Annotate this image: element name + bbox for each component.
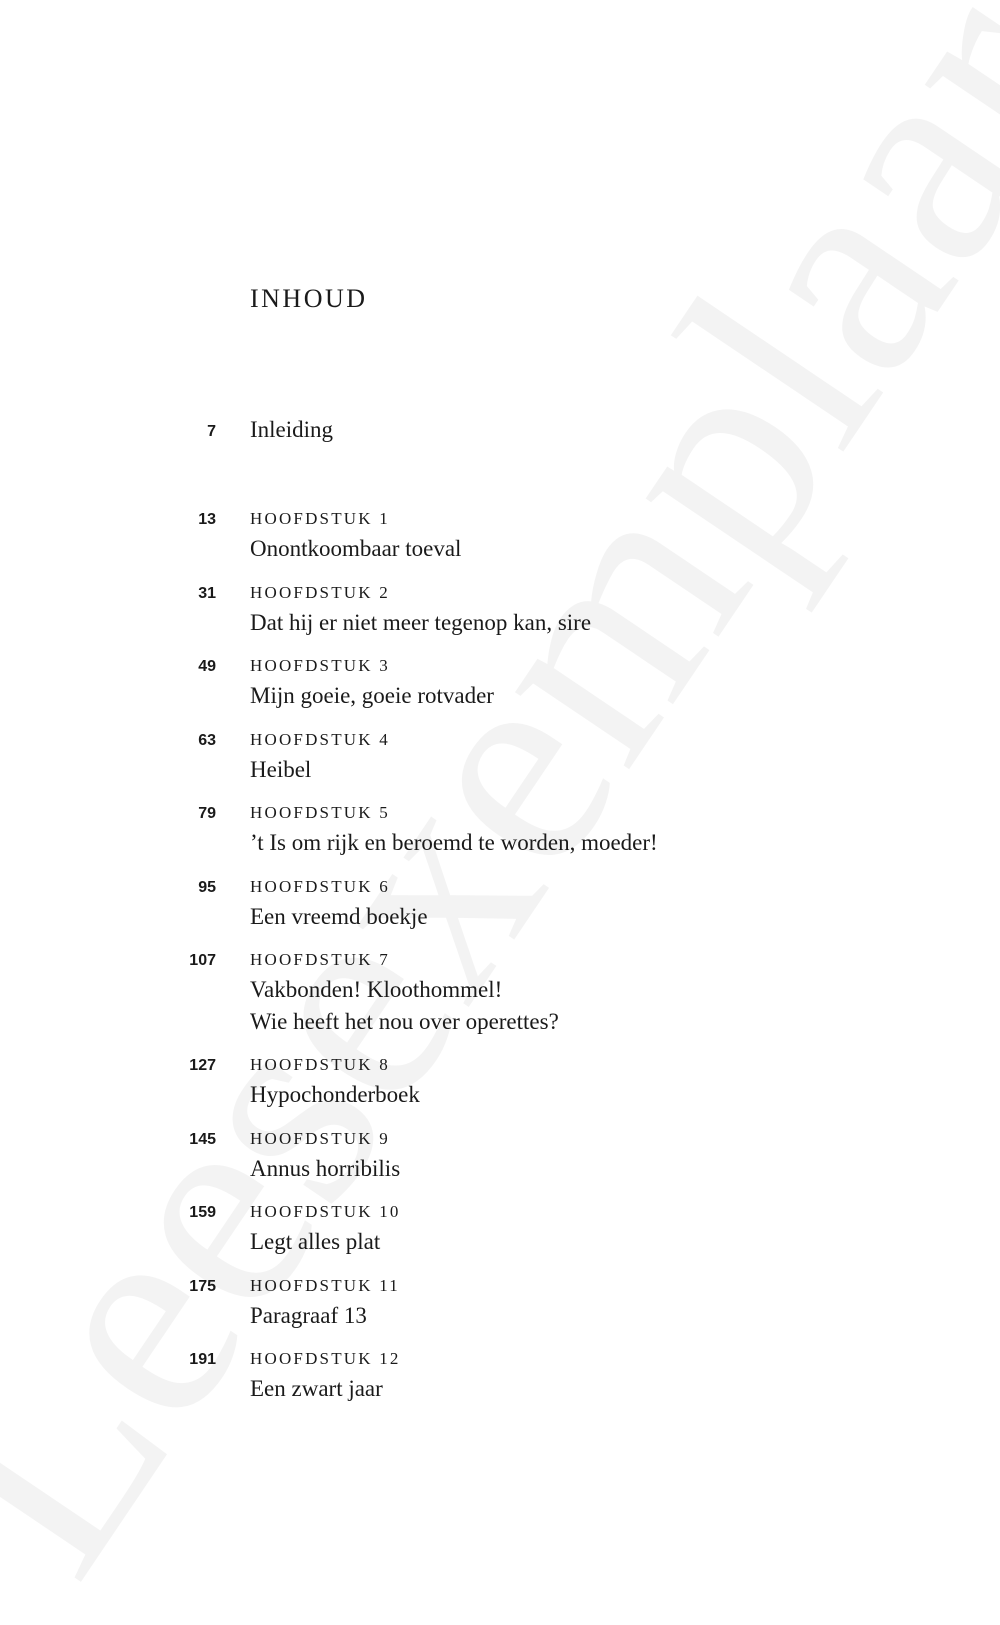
page-title: INHOUD bbox=[250, 284, 368, 313]
toc-title: Annus horribilis bbox=[250, 1155, 401, 1181]
toc-page-number: 49 bbox=[198, 658, 216, 675]
toc-chapter-label: HOOFDSTUK 12 bbox=[250, 1349, 401, 1368]
toc-chapter-label: HOOFDSTUK 6 bbox=[250, 876, 390, 896]
toc-title: Hypochonderboek bbox=[250, 1082, 420, 1107]
toc-title: Een zwart jaar bbox=[250, 1376, 383, 1401]
toc-title: Heibel bbox=[250, 756, 312, 782]
toc-chapter-label: HOOFDSTUK 2 bbox=[250, 582, 390, 602]
toc-page-number: 31 bbox=[198, 584, 216, 602]
toc-title: Mijn goeie, goeie rotvader bbox=[250, 683, 494, 708]
toc-entry-chapter-7[interactable] bbox=[0, 902, 1000, 1034]
toc-chapter-label: HOOFDSTUK 7 bbox=[250, 950, 390, 969]
toc-entry-chapter-8[interactable] bbox=[0, 1007, 1000, 1107]
table-of-contents bbox=[0, 414, 1000, 1401]
toc-page-number: 95 bbox=[198, 878, 216, 896]
toc-title: Onontkoombaar toeval bbox=[250, 536, 462, 561]
toc-page-number: 13 bbox=[198, 511, 216, 528]
toc-entry-chapter-11[interactable] bbox=[0, 1228, 1000, 1328]
toc-page-number: 63 bbox=[198, 731, 216, 749]
toc-page-number: 107 bbox=[189, 952, 216, 969]
toc-title: Legt alles plat bbox=[250, 1229, 381, 1254]
toc-chapter-label: HOOFDSTUK 4 bbox=[250, 729, 390, 749]
toc-page-number: 145 bbox=[189, 1130, 216, 1148]
toc-chapter-label: HOOFDSTUK 10 bbox=[250, 1202, 401, 1221]
toc-entry-chapter-1[interactable] bbox=[0, 461, 1000, 561]
toc-title: Inleiding bbox=[250, 417, 334, 442]
toc-entry-chapter-5[interactable] bbox=[0, 755, 1000, 855]
toc-chapter-label: HOOFDSTUK 3 bbox=[250, 656, 390, 675]
toc-entry-chapter-4[interactable] bbox=[0, 682, 1000, 782]
toc-page-number: 159 bbox=[189, 1204, 216, 1221]
toc-entry-chapter-6[interactable] bbox=[0, 829, 1000, 929]
toc-chapter-label: HOOFDSTUK 1 bbox=[250, 509, 390, 528]
toc-title: ’t Is om rijk en beroemd te worden, moeder! bbox=[250, 830, 658, 855]
toc-page-number: 79 bbox=[198, 805, 216, 822]
toc-title: Paragraaf 13 bbox=[250, 1302, 367, 1328]
toc-chapter-label: HOOFDSTUK 5 bbox=[250, 803, 390, 822]
toc-entry-chapter-3[interactable] bbox=[0, 608, 1000, 708]
toc-entry-intro[interactable] bbox=[0, 414, 1000, 461]
toc-entry-chapter-10[interactable] bbox=[0, 1154, 1000, 1254]
toc-page-number: 127 bbox=[189, 1057, 216, 1074]
toc-title-line-2: Wie heeft het nou over operettes? bbox=[250, 1009, 559, 1034]
toc-entry-chapter-9[interactable] bbox=[0, 1081, 1000, 1181]
toc-page-number: 7 bbox=[207, 423, 216, 440]
toc-title: Vakbonden! Kloothommel! bbox=[250, 977, 503, 1002]
toc-chapter-label: HOOFDSTUK 11 bbox=[250, 1275, 400, 1295]
toc-title: Een vreemd boekje bbox=[250, 903, 428, 929]
toc-chapter-label: HOOFDSTUK 8 bbox=[250, 1055, 390, 1074]
toc-entry-chapter-2[interactable] bbox=[0, 535, 1000, 635]
toc-title: Dat hij er niet meer tegenop kan, sire bbox=[250, 609, 592, 635]
toc-page-number: 175 bbox=[189, 1277, 216, 1295]
toc-page-number: 191 bbox=[189, 1351, 216, 1368]
toc-entry-chapter-12[interactable] bbox=[0, 1301, 1000, 1401]
toc-chapter-label: HOOFDSTUK 9 bbox=[250, 1128, 390, 1148]
